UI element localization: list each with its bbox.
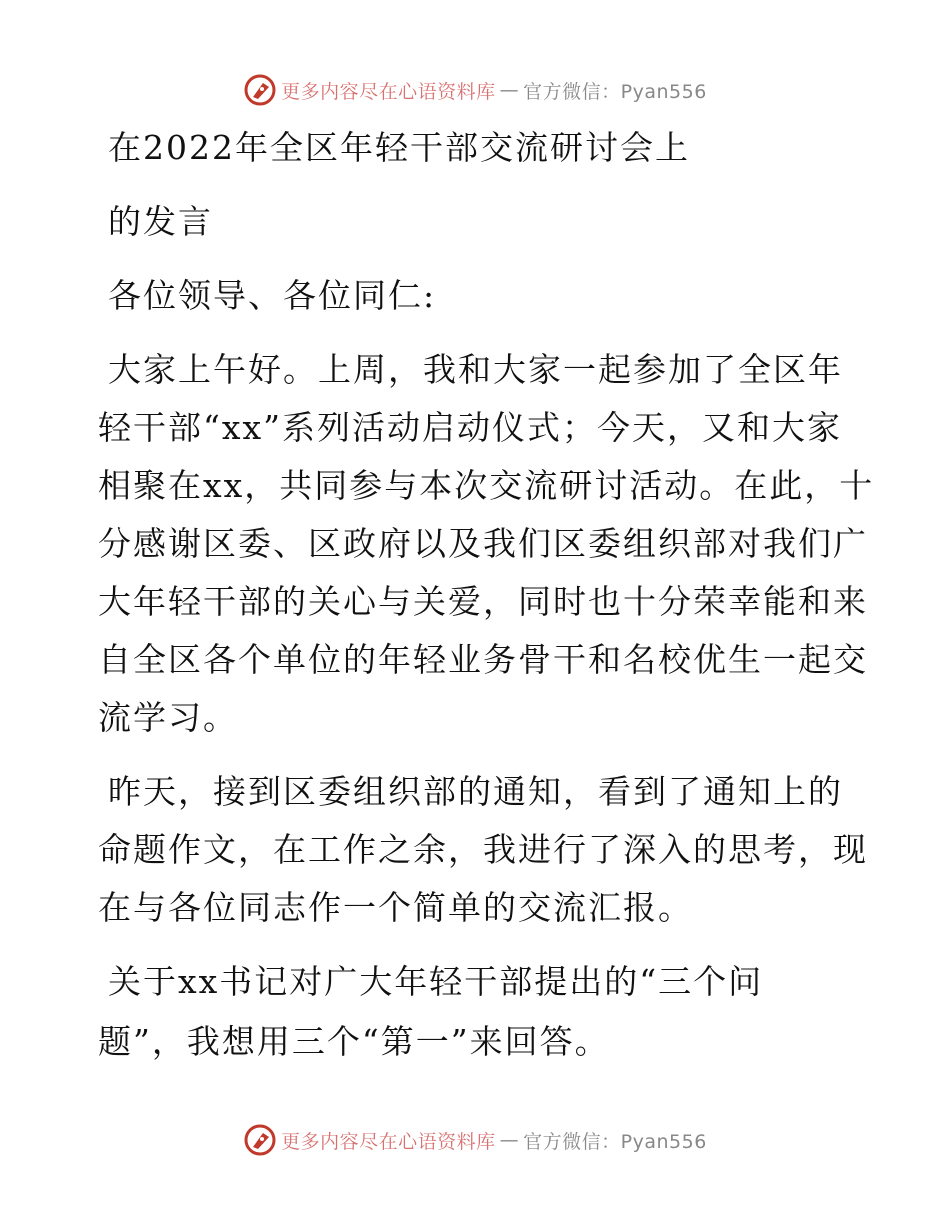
paragraph-3-line: 关于xx书记对广大年轻干部提出的“三个问 [108, 962, 764, 1001]
paragraph-2-line: 昨天，接到区委组织部的通知，看到了通知上的 [108, 772, 843, 811]
pen-nib-circle-icon [243, 1123, 277, 1157]
paragraph-2-line: 在与各位同志作一个简单的交流汇报。 [98, 888, 693, 927]
watermark-wechat-text: 官方微信：Pyan556 [523, 80, 707, 103]
watermark-dash: — [499, 1129, 520, 1151]
footer-watermark [0, 1120, 950, 1160]
paragraph-1-line: 大家上午好。上周，我和大家一起参加了全区年 [108, 350, 843, 389]
watermark-wechat-text: 官方微信：Pyan556 [523, 1130, 707, 1153]
paragraph-2-line: 命题作文，在工作之余，我进行了深入的思考，现 [98, 830, 868, 869]
paragraph-1-line: 分感谢区委、区政府以及我们区委组织部对我们广 [98, 524, 868, 563]
paragraph-1-line: 自全区各个单位的年轻业务骨干和名校优生一起交 [98, 640, 868, 679]
paragraph-1-line: 轻干部“xx”系列活动启动仪式；今天，又和大家 [98, 408, 842, 447]
document-title-line-2: 的发言 [108, 202, 213, 241]
document-title-line-1: 在2022年全区年轻干部交流研讨会上 [108, 128, 690, 167]
watermark-dash: — [499, 79, 520, 101]
paragraph-3-line: 题”，我想用三个“第一”来回答。 [98, 1022, 610, 1061]
paragraph-1-line: 相聚在xx，共同参与本次交流研讨活动。在此，十 [98, 466, 875, 505]
watermark-site-text: 更多内容尽在心语资料库 [281, 1130, 496, 1153]
salutation: 各位领导、各位同仁: [108, 276, 437, 315]
paragraph-1-line: 流学习。 [98, 698, 238, 737]
watermark-site-text: 更多内容尽在心语资料库 [281, 80, 496, 103]
paragraph-1-line: 大年轻干部的关心与关爱，同时也十分荣幸能和来 [98, 582, 868, 621]
